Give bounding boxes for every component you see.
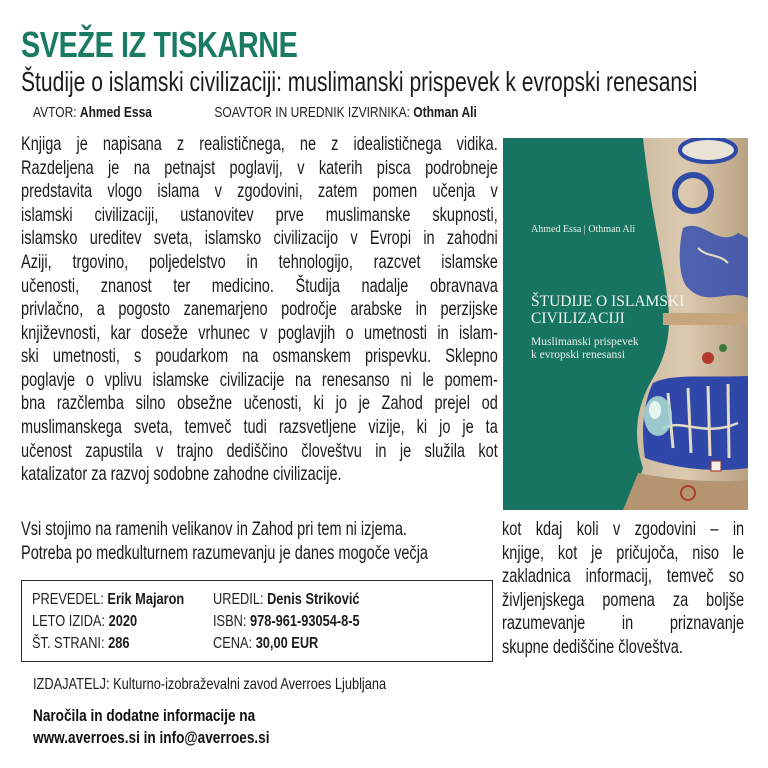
body-line: Aziji, trgovino, poljedelstvo in tehnologijo, razcvet islamske (21, 251, 498, 273)
book-details-box (21, 580, 493, 662)
order-contact-links[interactable]: www.averroes.si in info@averroes.si (33, 728, 270, 747)
body-line: književnosti, kar doseže vrhunec v poglavjih o umetnosti in islam- (21, 322, 498, 344)
year-row: LETO IZIDA: 2020 (32, 613, 138, 630)
translator-row: PREVEDEL: Erik Majaron (32, 591, 185, 608)
body-line: poglavje o vplivu islamske civilizacije na renesanso ni le pomem- (21, 369, 498, 391)
price-row: CENA: 30,00 EUR (213, 635, 319, 652)
publisher-line (33, 676, 474, 694)
body-line: Potreba po medkulturnem razumevanju je danes mogoče večja (21, 542, 429, 564)
body-line: Razdeljena je na petnajst poglavij, v katerih pisca podrobneje (21, 157, 498, 179)
editor-name: Denis Striković (267, 591, 360, 608)
translator-name: Erik Majaron (107, 591, 185, 608)
book-title: Študije o islamski civilizaciji: muslimanski prispevek k evropski renesansi (21, 66, 698, 97)
body-line: katalizator za razvoj sodobne zahodne civilizacije. (21, 463, 342, 485)
body-line-right: skupne dediščine človeštva. (502, 636, 683, 658)
body-line: Knjiga je napisana z realističnega, ne z idealističnega vidika. (21, 133, 498, 155)
isbn-row: ISBN: 978-961-93054-8-5 (213, 613, 360, 630)
book-cover-image (503, 138, 748, 510)
body-line: predstavita vlogo islama v zgodovini, zatem pomen učenja v (21, 180, 498, 202)
section-kicker: SVEŽE IZ TISKARNE (21, 24, 298, 65)
cover-authors: Ahmed Essa | Othman Ali (531, 224, 636, 235)
publication-year: 2020 (108, 613, 138, 630)
body-line-right: zakladnica informacij, temveč so (502, 565, 745, 587)
body-line: privlačno, a pogosto zanemarjeno področje arabske in perzijske (21, 298, 498, 320)
body-line-right: knjige, kot je pričujoča, niso le (502, 542, 745, 564)
body-line: učenosti, znanost ter medicino. Študija nadalje obravnava (21, 275, 498, 297)
body-line: muslimanskega sveta, temveč tudi razsvetljene vizije, ki jo je ta (21, 416, 498, 438)
body-line: islamski civilizaciji, ustanovitev prve muslimanske skupnosti, (21, 204, 498, 226)
body-line: učenost zapustila v trajno dediščino človeštvu in je služila kot (21, 440, 498, 462)
body-line-right: kot kdaj koli v zgodovini – in (502, 518, 745, 540)
cover-subtitle: Muslimanski prispevek k evropski renesansi (531, 336, 639, 361)
body-line-right: razumevanje in priznavanje (502, 612, 745, 634)
coauthor-name: Othman Ali (413, 104, 477, 121)
body-line: islamsko ureditev sveta, islamsko civilizacijo v Evropi in zahodni (21, 227, 498, 249)
publisher-name: Kulturno-izobraževalni zavod Averroes Ljubljana (113, 676, 387, 693)
isbn-value: 978-961-93054-8-5 (250, 613, 360, 630)
editor-row: UREDIL: Denis Striković (213, 591, 360, 608)
body-line: bna razčlemba silno obsežne učenosti, ki jo je Zahod prejel od (21, 392, 498, 414)
cover-title: ŠTUDIJE O ISLAMSKI CIVILIZACIJI (531, 293, 685, 327)
body-line: Vsi stojimo na ramenih velikanov in Zahod pri tem ni izjema. (21, 518, 407, 540)
author-label: AVTOR: (33, 104, 77, 121)
coauthor-label: SOAVTOR IN UREDNIK IZVIRNIKA: (214, 104, 410, 121)
order-info-line: Naročila in dodatne informacije na (33, 706, 256, 725)
publisher-label: IZDAJATELJ: (33, 676, 110, 693)
pages-row: ŠT. STRANI: 286 (32, 635, 130, 652)
page-count: 286 (108, 635, 130, 652)
credits-line (33, 104, 588, 121)
price-value: 30,00 EUR (255, 635, 319, 652)
body-line-right: življenjskega pomena za boljše (502, 589, 745, 611)
body-line: ski umetnosti, s poudarkom na osmanskem prispevku. Sklepno (21, 345, 498, 367)
author-name: Ahmed Essa (79, 104, 152, 121)
